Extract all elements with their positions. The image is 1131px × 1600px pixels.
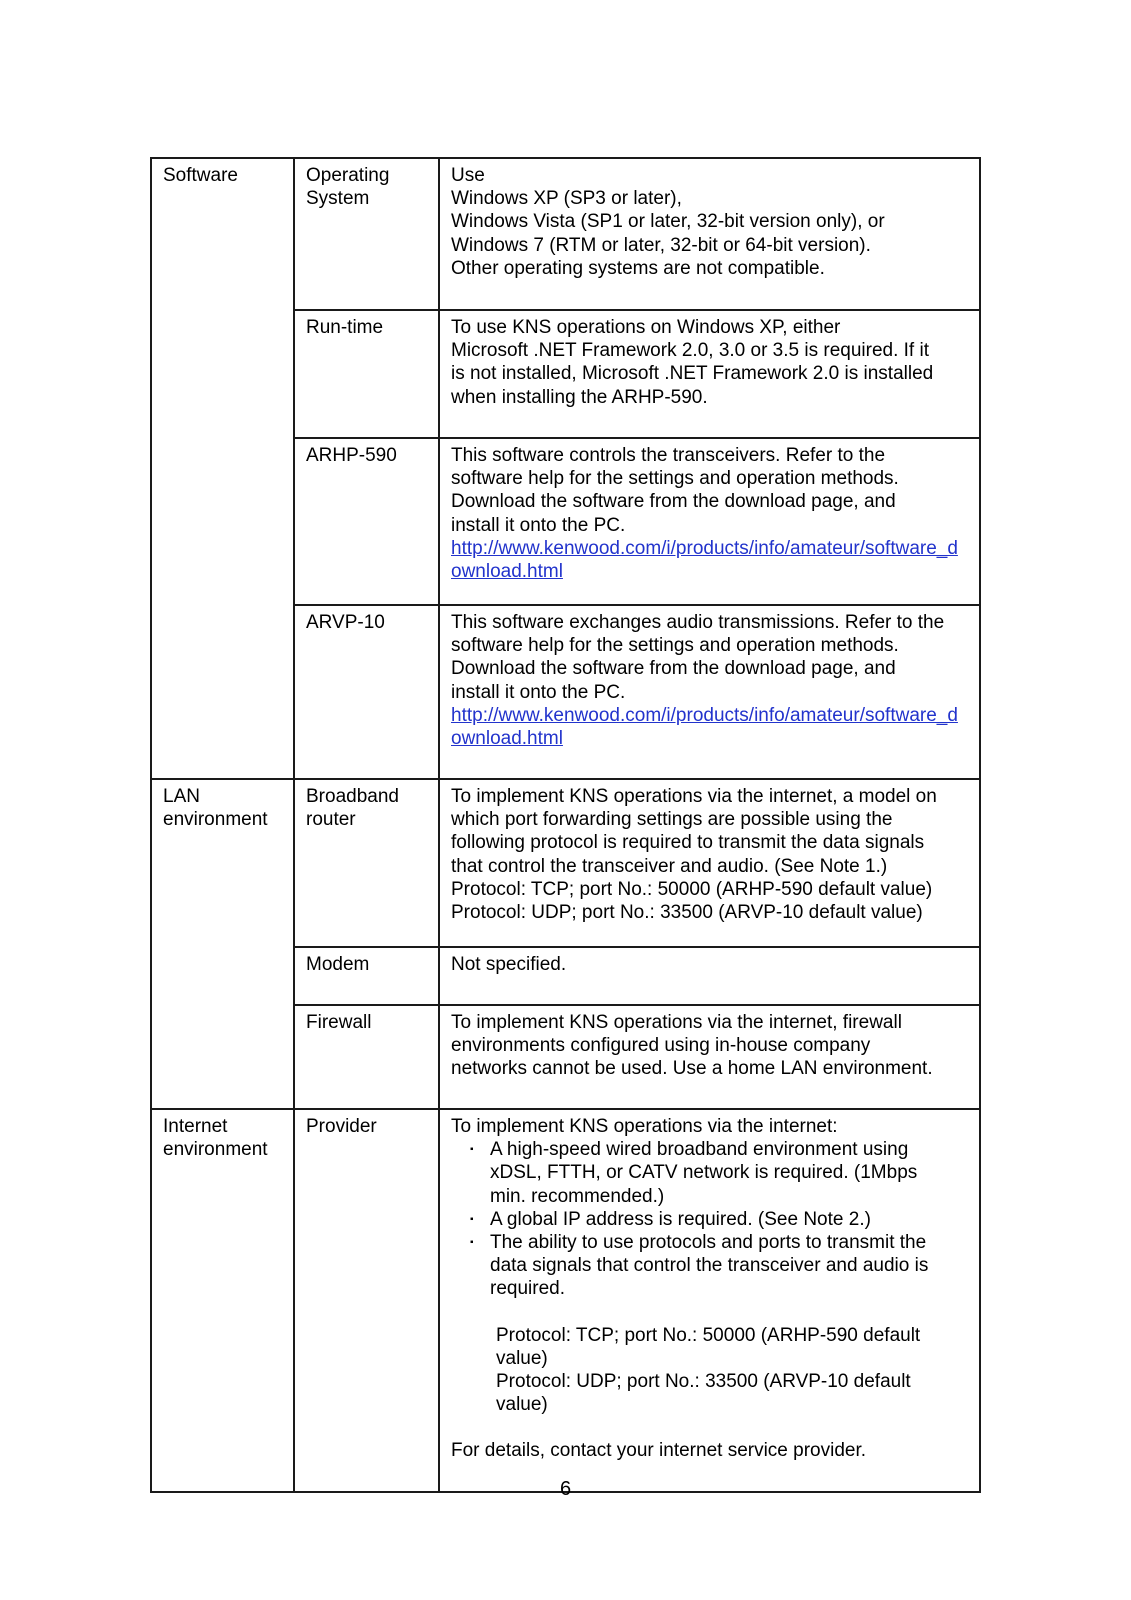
- item-label-cell: Broadband router: [294, 779, 439, 947]
- bullet-text: A high-speed wired broadband environment using: [490, 1139, 909, 1161]
- bullet-item: [451, 1231, 973, 1254]
- item-label-cell: ARVP-10: [294, 605, 439, 779]
- content-cell: [439, 158, 980, 310]
- bullet-icon: ▪: [470, 1237, 474, 1249]
- content-cell: [439, 1109, 980, 1492]
- text-line: Use: [451, 165, 485, 186]
- text-line: To implement KNS operations via the internet:: [451, 1116, 838, 1137]
- text-line: software help for the settings and operation methods.: [451, 468, 899, 490]
- text-line: Other operating systems are not compatible.: [451, 257, 825, 279]
- text-line: data signals that control the transceiver and audio is: [490, 1255, 929, 1277]
- text-line: Protocol: TCP; port No.: 50000 (ARHP-590 default value): [451, 878, 933, 900]
- text-line: networks cannot be used. Use a home LAN environment.: [451, 1058, 933, 1080]
- bullet-item: [451, 1138, 973, 1161]
- text-line: Windows XP (SP3 or later),: [451, 188, 682, 210]
- bullet-text: A global IP address is required. (See Note 2.): [490, 1208, 871, 1230]
- bullet-item: [451, 1208, 973, 1231]
- download-link[interactable]: http://www.kenwood.com/i/products/info/amateur/software_d: [451, 537, 958, 559]
- blank-line: [451, 1301, 973, 1324]
- text-line: Download the software from the download page, and: [451, 491, 896, 513]
- text-line: that control the transceiver and audio. (See Note 1.): [451, 855, 888, 877]
- spec-table-body: [151, 158, 980, 1492]
- text-line: [451, 727, 973, 750]
- download-link[interactable]: ownload.html: [451, 728, 563, 750]
- text-line: Windows 7 (RTM or later, 32-bit or 64-bit version).: [451, 234, 871, 256]
- item-label-cell: Firewall: [294, 1005, 439, 1109]
- table-row: [151, 1109, 980, 1492]
- text-line: value): [496, 1394, 548, 1416]
- text-line: install it onto the PC.: [451, 514, 626, 536]
- table-row: [151, 779, 980, 947]
- item-label-cell: Run-time: [294, 310, 439, 438]
- text-line: Microsoft .NET Framework 2.0, 3.0 or 3.5 is required. If it: [451, 340, 929, 362]
- text-line: [451, 537, 973, 560]
- text-line: which port forwarding settings are possible using the: [451, 809, 893, 831]
- text-line: Protocol: UDP; port No.: 33500 (ARVP-10 default value): [451, 902, 923, 924]
- text-line: min. recommended.): [490, 1185, 665, 1207]
- content-cell: [439, 779, 980, 947]
- text-line: To implement KNS operations via the internet, firewall: [451, 1012, 902, 1033]
- text-line: xDSL, FTTH, or CATV network is required. (1Mbps: [490, 1162, 918, 1184]
- text-line: For details, contact your internet service provider.: [451, 1440, 867, 1462]
- text-line: when installing the ARHP-590.: [451, 386, 708, 408]
- text-line: Windows Vista (SP1 or later, 32-bit version only), or: [451, 211, 885, 233]
- page-number: 6: [559, 1478, 572, 1500]
- text-line: required.: [490, 1278, 565, 1300]
- text-line: Download the software from the download page, and: [451, 658, 896, 680]
- item-label-cell: ARHP-590: [294, 438, 439, 605]
- text-line: Protocol: TCP; port No.: 50000 (ARHP-590 default: [496, 1324, 921, 1346]
- text-line: Protocol: UDP; port No.: 33500 (ARVP-10 default: [496, 1371, 911, 1393]
- text-line: environments configured using in-house company: [451, 1035, 871, 1057]
- content-cell: [439, 605, 980, 779]
- text-line: install it onto the PC.: [451, 681, 626, 703]
- text-line: [451, 560, 973, 583]
- text-line: [451, 704, 973, 727]
- text-line: Not specified.: [451, 954, 567, 975]
- text-line: following protocol is required to transmit the data signals: [451, 832, 925, 854]
- content-cell: [439, 1005, 980, 1109]
- content-cell: [439, 947, 980, 1005]
- bullet-icon: ▪: [470, 1144, 474, 1156]
- blank-line: [451, 1416, 973, 1439]
- bullet-icon: ▪: [470, 1213, 474, 1225]
- text-line: To implement KNS operations via the internet, a model on: [451, 786, 937, 807]
- download-link[interactable]: ownload.html: [451, 561, 563, 583]
- content-cell: [439, 438, 980, 605]
- category-cell: LAN environment: [151, 779, 294, 1109]
- table-row: [151, 158, 980, 310]
- text-line: value): [496, 1347, 548, 1369]
- text-line: This software controls the transceivers. Refer to the: [451, 445, 886, 466]
- text-line: software help for the settings and operation methods.: [451, 635, 899, 657]
- text-line: To use KNS operations on Windows XP, either: [451, 317, 841, 338]
- text-line: This software exchanges audio transmissions. Refer to the: [451, 612, 945, 633]
- text-line: is not installed, Microsoft .NET Framework 2.0 is installed: [451, 363, 934, 385]
- item-label-cell: Provider: [294, 1109, 439, 1492]
- item-label-cell: Modem: [294, 947, 439, 1005]
- download-link[interactable]: http://www.kenwood.com/i/products/info/amateur/software_d: [451, 704, 958, 726]
- item-label-cell: Operating System: [294, 158, 439, 310]
- spec-table: [150, 157, 981, 1493]
- category-cell: Internet environment: [151, 1109, 294, 1492]
- bullet-text: The ability to use protocols and ports to transmit the: [490, 1232, 927, 1254]
- category-cell: Software: [151, 158, 294, 779]
- content-cell: [439, 310, 980, 438]
